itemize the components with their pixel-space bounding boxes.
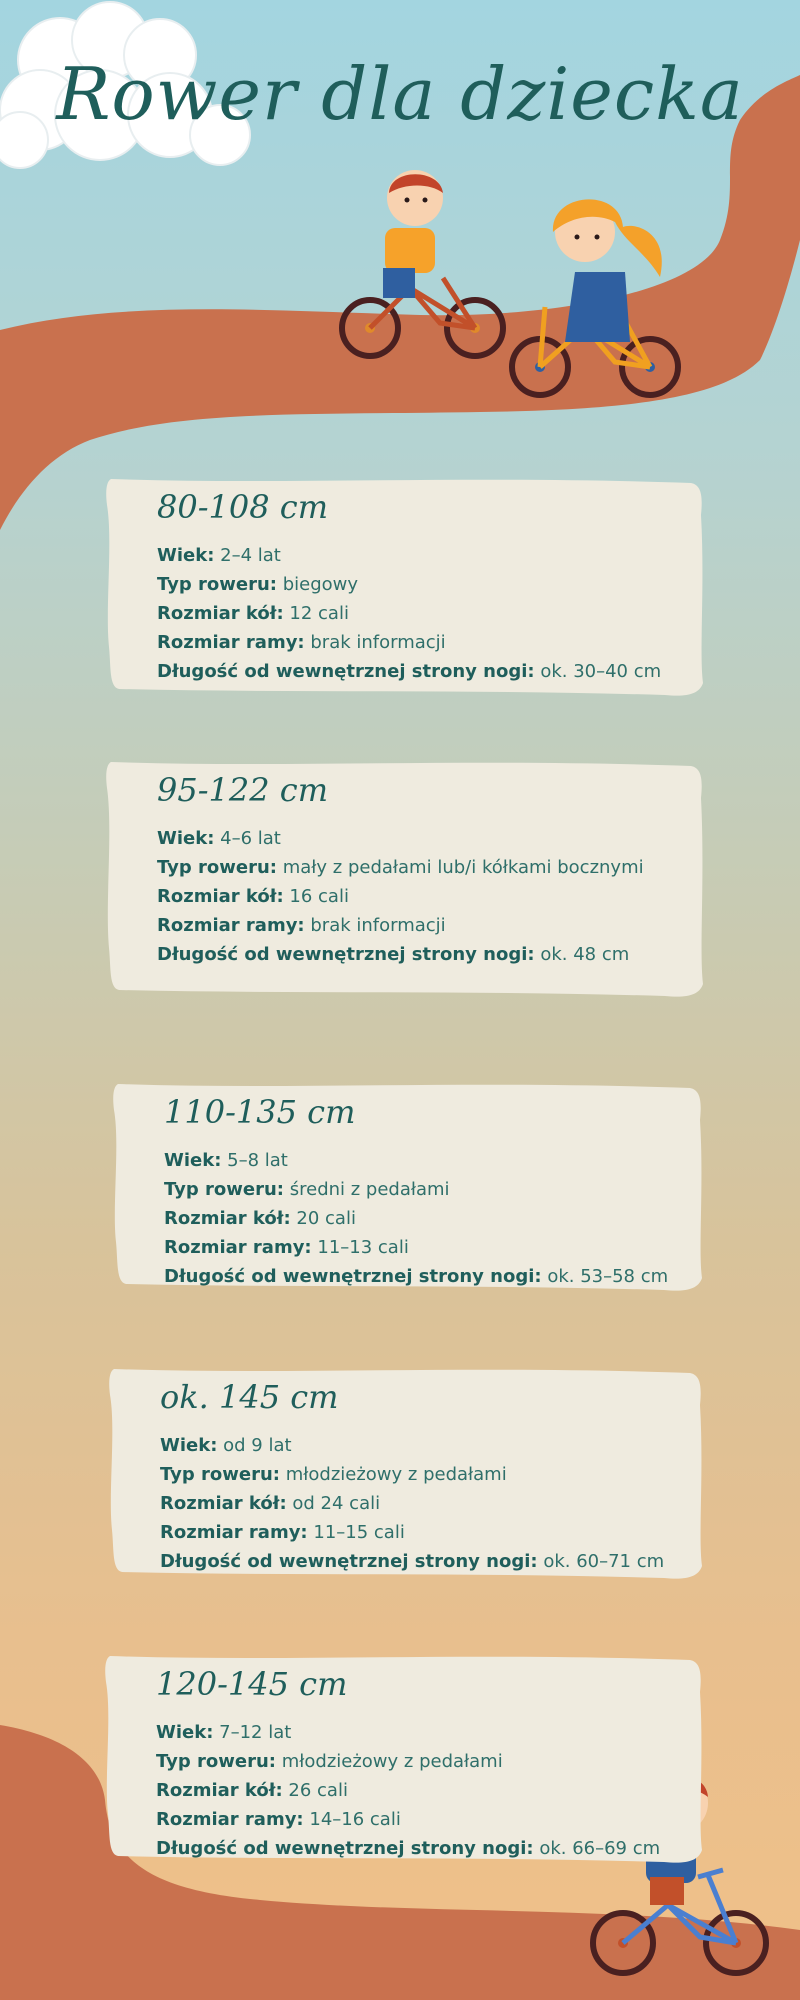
- card-row-bike-type: [164, 1175, 674, 1204]
- card-row-bike-type: [156, 1747, 674, 1776]
- row-label: Długość od wewnętrznej strony nogi:: [164, 1266, 542, 1287]
- row-label: Rozmiar kół:: [164, 1208, 291, 1229]
- row-label: Wiek:: [156, 1722, 214, 1743]
- card-height-range: ok. 145 cm: [160, 1378, 339, 1416]
- row-label: Typ roweru:: [160, 1464, 280, 1485]
- size-card: [112, 1080, 704, 1292]
- row-value: 16 cali: [289, 886, 349, 907]
- row-label: Wiek:: [157, 828, 215, 849]
- card-row-bike-type: [157, 570, 675, 599]
- card-row-frame-size: [157, 911, 675, 940]
- row-label: Rozmiar ramy:: [157, 632, 305, 653]
- row-value: ok. 48 cm: [540, 944, 630, 965]
- row-value: 12 cali: [289, 603, 349, 624]
- size-card: [104, 1652, 704, 1864]
- row-label: Rozmiar kół:: [160, 1493, 287, 1514]
- row-value: mały z pedałami lub/i kółkami bocznymi: [282, 857, 644, 878]
- card-height-range: 110-135 cm: [164, 1093, 356, 1131]
- row-value: ok. 30–40 cm: [540, 661, 662, 682]
- card-row-bike-type: [157, 853, 675, 882]
- card-row-frame-size: [160, 1518, 674, 1547]
- row-value: 4–6 lat: [220, 828, 281, 849]
- card-row-age: [157, 541, 675, 570]
- card-row-frame-size: [157, 628, 675, 657]
- row-value: od 9 lat: [223, 1435, 292, 1456]
- card-row-wheel-size: [164, 1204, 674, 1233]
- boy-cyclist-icon: [335, 168, 515, 368]
- size-card: [108, 1365, 704, 1580]
- row-value: ok. 60–71 cm: [543, 1551, 665, 1572]
- row-value: od 24 cali: [292, 1493, 381, 1514]
- row-value: 11–15 cali: [313, 1522, 405, 1543]
- size-card: [105, 475, 705, 697]
- row-value: biegowy: [282, 574, 359, 595]
- row-label: Rozmiar ramy:: [157, 915, 305, 936]
- card-row-wheel-size: [156, 1776, 674, 1805]
- row-value: 11–13 cali: [317, 1237, 409, 1258]
- row-value: ok. 53–58 cm: [547, 1266, 669, 1287]
- card-row-age: [156, 1718, 674, 1747]
- row-value: brak informacji: [310, 915, 446, 936]
- row-label: Długość od wewnętrznej strony nogi:: [160, 1551, 538, 1572]
- row-value: 26 cali: [288, 1780, 348, 1801]
- row-value: młodzieżowy z pedałami: [285, 1464, 507, 1485]
- row-label: Rozmiar kół:: [156, 1780, 283, 1801]
- row-label: Rozmiar ramy:: [156, 1809, 304, 1830]
- card-height-range: 80-108 cm: [157, 488, 329, 526]
- card-height-range: 120-145 cm: [156, 1665, 348, 1703]
- card-row-wheel-size: [160, 1489, 674, 1518]
- card-row-inseam: [160, 1547, 674, 1576]
- card-content: [164, 1090, 674, 1291]
- card-row-wheel-size: [157, 599, 675, 628]
- card-content: [157, 485, 675, 686]
- card-row-inseam: [164, 1262, 674, 1291]
- row-value: 2–4 lat: [220, 545, 281, 566]
- row-value: 7–12 lat: [219, 1722, 292, 1743]
- row-label: Rozmiar kół:: [157, 886, 284, 907]
- row-label: Długość od wewnętrznej strony nogi:: [157, 661, 535, 682]
- row-label: Typ roweru:: [164, 1179, 284, 1200]
- card-row-age: [164, 1146, 674, 1175]
- row-value: młodzieżowy z pedałami: [281, 1751, 503, 1772]
- row-label: Wiek:: [164, 1150, 222, 1171]
- row-label: Typ roweru:: [157, 574, 277, 595]
- card-content: [156, 1662, 674, 1863]
- row-label: Wiek:: [157, 545, 215, 566]
- card-content: [157, 768, 675, 969]
- row-label: Wiek:: [160, 1435, 218, 1456]
- card-row-frame-size: [164, 1233, 674, 1262]
- card-row-inseam: [157, 940, 675, 969]
- card-row-inseam: [156, 1834, 674, 1863]
- page-title: Rower dla dziecka: [56, 52, 744, 136]
- row-value: brak informacji: [310, 632, 446, 653]
- card-row-wheel-size: [157, 882, 675, 911]
- girl-cyclist-icon: [505, 192, 690, 407]
- card-content: [160, 1375, 674, 1576]
- row-value: ok. 66–69 cm: [539, 1838, 661, 1859]
- row-label: Rozmiar ramy:: [160, 1522, 308, 1543]
- row-value: średni z pedałami: [289, 1179, 450, 1200]
- card-row-bike-type: [160, 1460, 674, 1489]
- card-row-inseam: [157, 657, 675, 686]
- row-value: 14–16 cali: [309, 1809, 401, 1830]
- size-card: [105, 758, 705, 998]
- row-label: Rozmiar kół:: [157, 603, 284, 624]
- row-label: Rozmiar ramy:: [164, 1237, 312, 1258]
- row-label: Długość od wewnętrznej strony nogi:: [157, 944, 535, 965]
- card-row-frame-size: [156, 1805, 674, 1834]
- card-row-age: [157, 824, 675, 853]
- row-value: 5–8 lat: [227, 1150, 288, 1171]
- card-row-age: [160, 1431, 674, 1460]
- row-label: Typ roweru:: [156, 1751, 276, 1772]
- row-value: 20 cali: [296, 1208, 356, 1229]
- row-label: Typ roweru:: [157, 857, 277, 878]
- row-label: Długość od wewnętrznej strony nogi:: [156, 1838, 534, 1859]
- card-height-range: 95-122 cm: [157, 771, 329, 809]
